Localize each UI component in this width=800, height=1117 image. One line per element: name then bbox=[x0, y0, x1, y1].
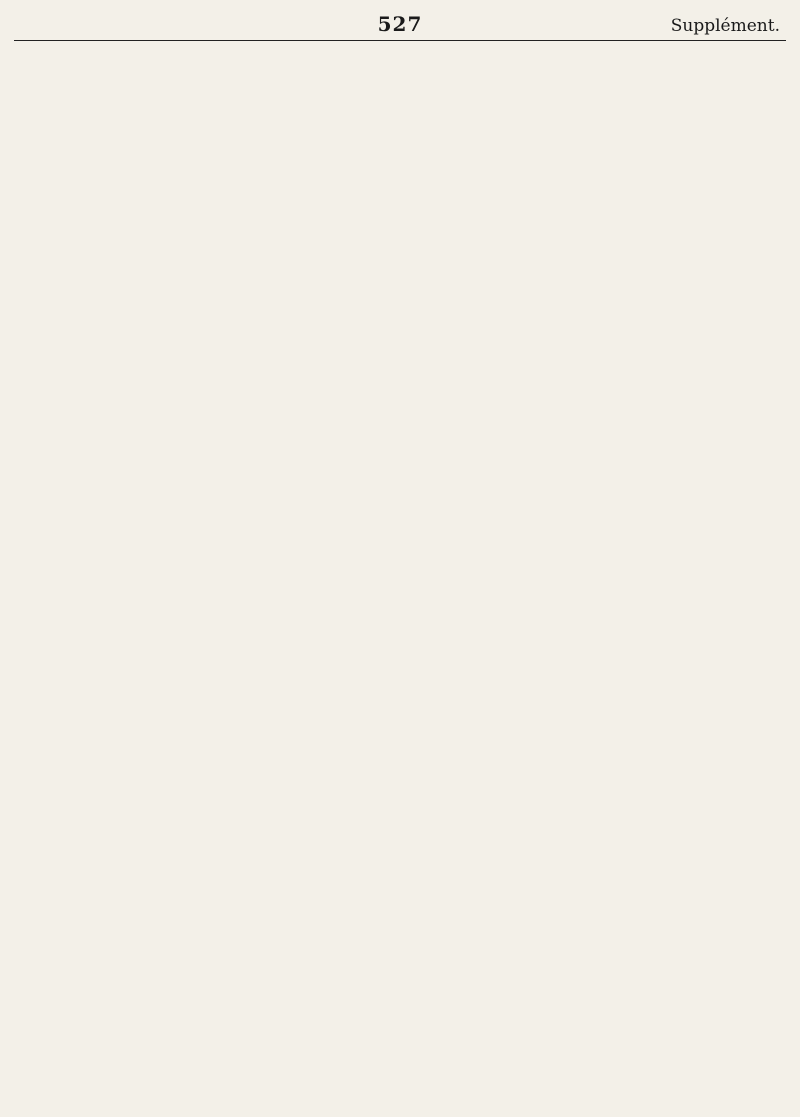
page-number: 527 bbox=[377, 12, 423, 36]
running-title: Supplément. bbox=[670, 16, 780, 36]
page-header bbox=[14, 10, 786, 41]
text-columns bbox=[14, 47, 786, 1109]
